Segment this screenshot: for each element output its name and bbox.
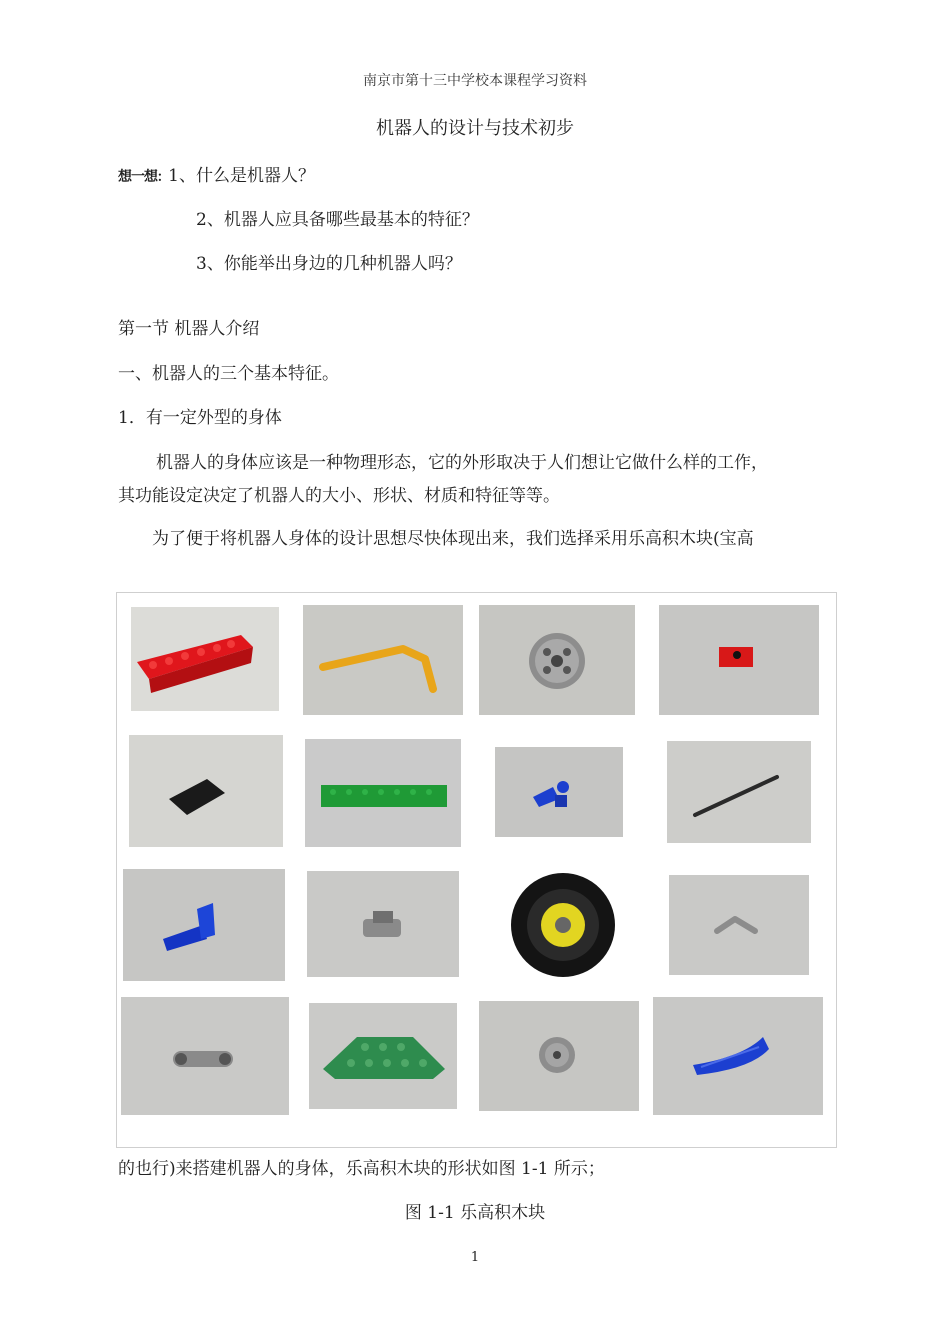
paragraph-2-line-1: 为了便于将机器人身体的设计思想尽快体现出来，我们选择采用乐高积木块(宝高: [152, 529, 754, 549]
paragraph-1-line-2: 其功能设定决定了机器人的大小、形状、材质和特征等等。: [118, 486, 560, 506]
yellow-beam-photo: [303, 605, 463, 715]
red-brick-photo: [131, 607, 279, 711]
small-gear-photo: [479, 1001, 639, 1111]
item-heading: 1．有一定外型的身体: [118, 408, 282, 428]
blue-bracket-photo: [123, 869, 285, 981]
paragraph-2-line-2: 的也行)来搭建机器人的身体，乐高积木块的形状如图 1-1 所示；: [118, 1159, 605, 1179]
figure-caption: 图 1-1 乐高积木块: [404, 1203, 546, 1223]
question-1: 1、什么是机器人？: [168, 166, 315, 186]
paragraph-1-line-1: 机器人的身体应该是一种物理形态，它的外形取决于人们想让它做什么样的工作，: [156, 453, 768, 473]
green-wedge-plate-photo: [309, 1003, 457, 1109]
gray-connector-photo: [307, 871, 459, 977]
document-title: 机器人的设计与技术初步: [376, 118, 574, 139]
page-header: 南京市第十三中学校本课程学习资料: [363, 73, 587, 89]
gray-gear-photo: [479, 605, 635, 715]
wheel-photo: [499, 869, 629, 981]
red-small-brick-photo: [659, 605, 819, 715]
blue-curved-beam-photo: [653, 997, 823, 1115]
section-heading: 第一节 机器人介绍: [118, 319, 260, 339]
green-plate-photo: [305, 739, 461, 847]
figure-photo-grid: [116, 592, 837, 1148]
question-2: 2、机器人应具备哪些最基本的特征？: [196, 210, 479, 230]
think-row-1: [118, 161, 315, 186]
page-number: 1: [470, 1250, 480, 1265]
sub-heading: 一、机器人的三个基本特征。: [118, 364, 339, 384]
black-tile-photo: [129, 735, 283, 847]
think-colon: :: [157, 166, 163, 186]
gray-angle-beam-photo: [669, 875, 809, 975]
question-3: 3、你能举出身边的几种机器人吗？: [196, 254, 462, 274]
black-axle-photo: [667, 741, 811, 843]
think-label: 想一想: [118, 169, 157, 185]
gray-pin-connector-photo: [121, 997, 289, 1115]
blue-connector-photo: [495, 747, 623, 837]
